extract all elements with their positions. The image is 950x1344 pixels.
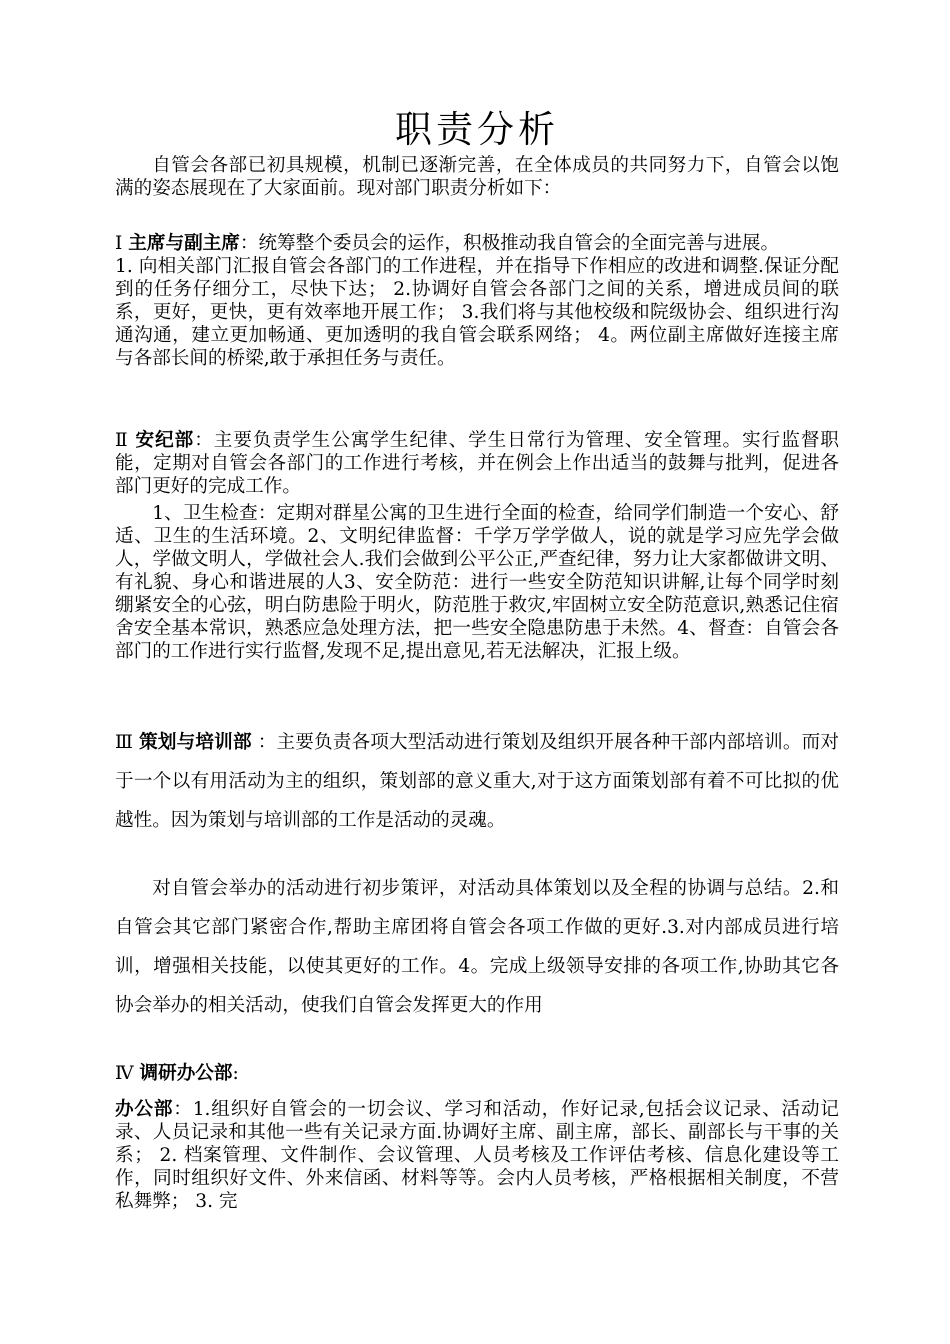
- section-summary: ：主要负责学生公寓学生纪律、学生日常行为管理、安全管理。实行监督职能，定期对自管会各部门的工作进行考核，并在例会上作出适当的鼓舞与批判，促进各部门更好的完成工作。: [115, 430, 839, 497]
- section-numeral: Ⅱ: [115, 430, 129, 451]
- section-details: 对自管会举办的活动进行初步策评，对活动具体策划以及全程的协调与总结。2.和自管会其它部门紧密合作,帮助主席团将自管会各项工作做的更好.3.对内部成员进行培训，增强相关技能，以使其更好的工作。4。完成上级领导安排的各项工作,协助其它各协会举办的相关活动，使我们自管会发挥更大的作用: [115, 878, 839, 1016]
- section-numeral: Ⅲ: [115, 732, 134, 753]
- section-research-office: [115, 1054, 839, 1093]
- office-heading: 办公部: [115, 1099, 174, 1120]
- section-security: [115, 429, 839, 498]
- section-summary: ：主要负责各项大型活动进行策划及组织开展各种干部内部培训。而对于一个以有用活动为主的组织，策划部的意义重大,对于这方面策划部有着不可比拟的优越性。因为策划与培训部的工作是活动的灵魂。: [115, 732, 839, 831]
- section-summary: :: [232, 1063, 239, 1084]
- section-heading: 策划与培训部: [139, 732, 252, 753]
- document-title: 职责分析: [395, 108, 559, 151]
- section-planning: [115, 723, 839, 840]
- section-chairman: [115, 232, 839, 370]
- section-numeral: Ⅰ: [115, 233, 123, 254]
- intro-paragraph: 自管会各部已初具规模，机制已逐渐完善，在全体成员的共同努力下，自管会以饱满的姿态展现在了大家面前。现对部门职责分析如下：: [115, 155, 839, 199]
- section-heading: 主席与副主席: [128, 233, 240, 254]
- section-summary: ：统筹整个委员会的运作，积极推动我自管会的全面完善与进展。: [239, 233, 780, 254]
- office-text: ：1.组织好自管会的一切会议、学习和活动，作好记录,包括会议记录、活动记录、人员记录和其他一些有关记录方面.协调好主席、副主席，部长、副部长与干事的关系； 2. 档案管理、文件制作、会议管理、人员考核及工作评估考核、信息化建设等工作，同时组织好文件、外来信函、材料等等。会内人员考核，严格根据相关制度，不营私舞弊； 3. 完: [115, 1099, 839, 1212]
- section-heading: 安纪部: [135, 430, 195, 451]
- section-details: 1. 向相关部门汇报自管会各部门的工作进程，并在指导下作相应的改进和调整.保证分配到的任务仔细分工，尽快下达； 2.协调好自管会各部门之间的关系，增进成员间的联系，更好，更快，更有效率地开展工作； 3.我们将与其他校级和院级协会、组织进行沟通沟通，建立更加畅通、更加透明的我自管会联系网络； 4。两位副主席做好连接主席与各部长间的桥梁,敢于承担任务与责任。: [115, 256, 839, 369]
- section-details: 1、卫生检查：定期对群星公寓的卫生进行全面的检查，给同学们制造一个安心、舒适、卫生的生活环境。2、文明纪律监督：千学万学学做人，说的就是学习应先学会做人，学做文明人，学做社会人.我们会做到公平公正,严查纪律，努力让大家都做讲文明、有礼貌、身心和谐进展的人3、安全防范：进行一些安全防范知识讲解,让每个同学时刻绷紧安全的心弦，明白防患险于明火，防范胜于救灾,牢固树立安全防范意识,熟悉记住宿舍安全基本常识，熟悉应急处理方法，把一些安全隐患防患于未然。4、督查：自管会各部门的工作进行实行监督,发现不足,提出意见,若无法解决，汇报上级。: [115, 503, 839, 662]
- section-numeral: Ⅳ: [115, 1063, 134, 1084]
- office-paragraph: [115, 1098, 839, 1213]
- section-heading: 调研办公部: [139, 1063, 233, 1084]
